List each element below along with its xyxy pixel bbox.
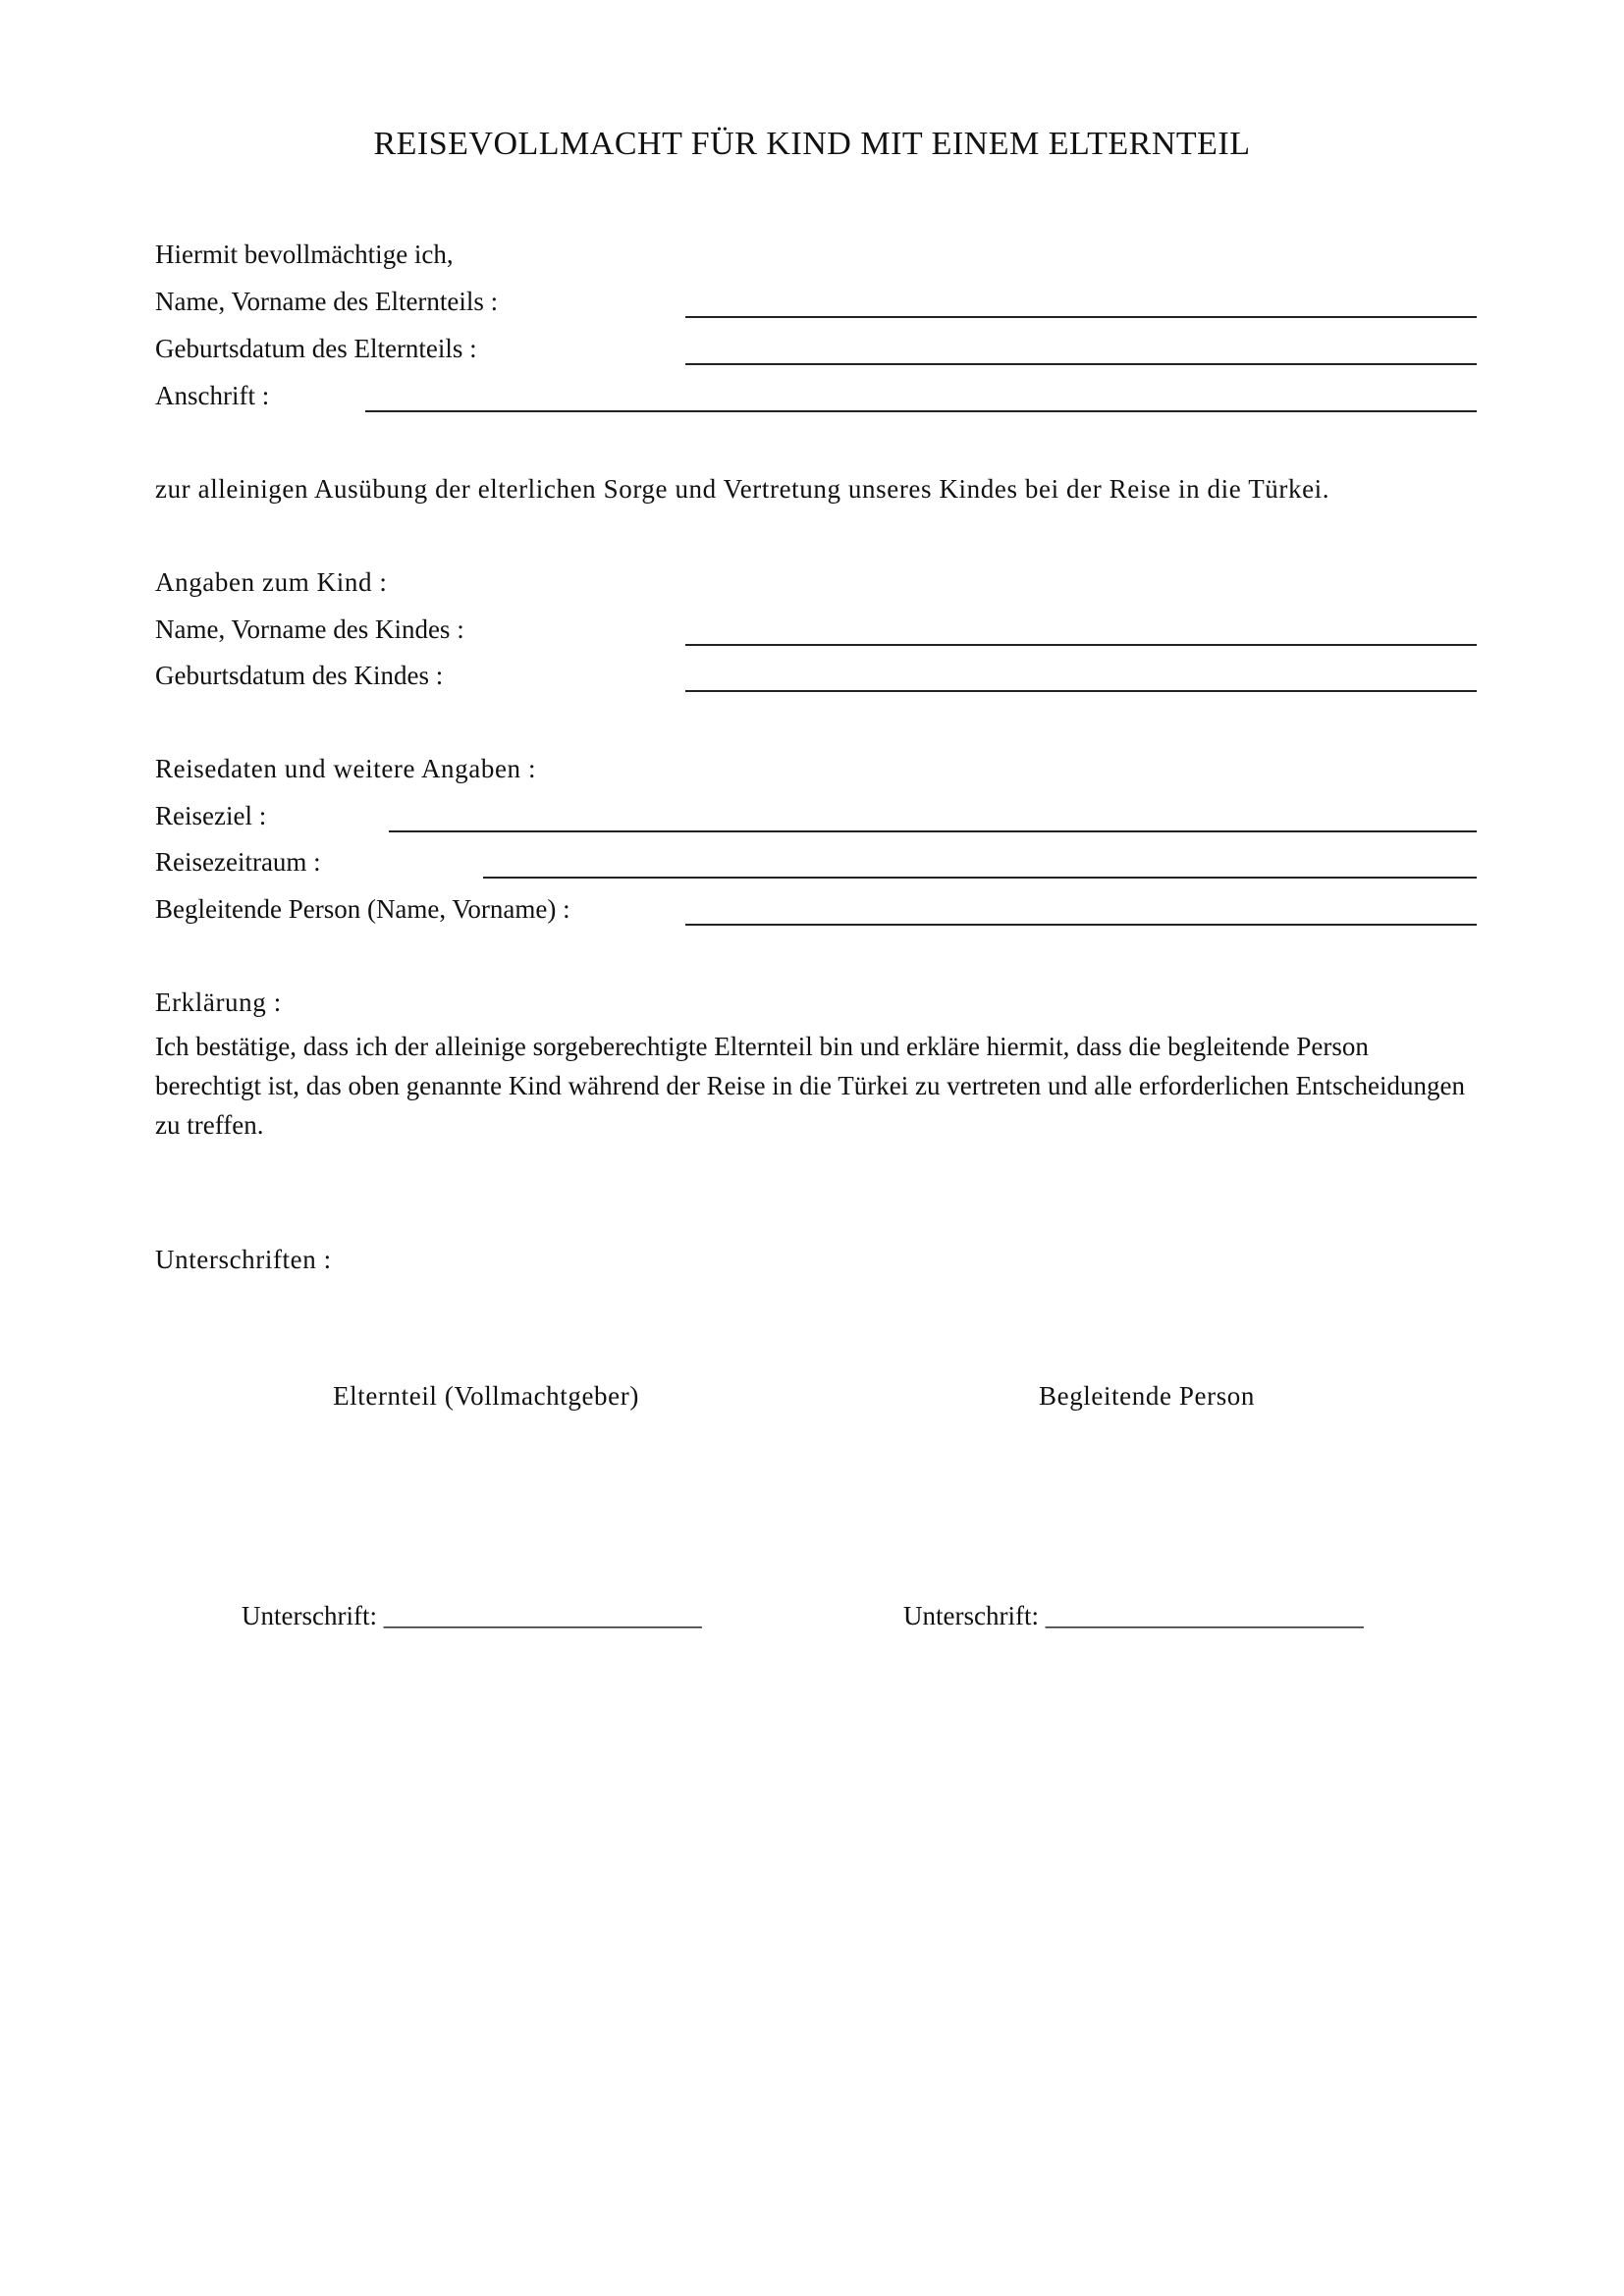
child-birthdate-label: Geburtsdatum des Kindes :	[155, 661, 444, 690]
travel-period-label: Reisezeitraum :	[155, 847, 321, 877]
child-name-field[interactable]	[685, 644, 1477, 646]
parent-signature-label: Elternteil (Vollmachtgeber)	[333, 1381, 639, 1411]
purpose-text: zur alleinigen Ausübung der elterlichen Sorge und Vertretung unseres Kindes bei der Reise in die Türkei.	[155, 474, 1330, 504]
companion-label: Begleitende Person (Name, Vorname) :	[155, 894, 570, 924]
travel-period-field[interactable]	[483, 877, 1477, 879]
parent-address-field[interactable]	[365, 410, 1477, 412]
parent-birthdate-label: Geburtsdatum des Elternteils :	[155, 334, 477, 363]
declaration-text: Ich bestätige, dass ich der alleinige sorgeberechtigte Elternteil bin und erkläre hiermit, dass die begleitende Person berechtigt ist, das oben genannte Kind während der Reise in die Türkei zu vertreten und alle erforderlichen Entscheidungen zu treffen.	[155, 1032, 1466, 1140]
child-name-label: Name, Vorname des Kindes :	[155, 614, 464, 644]
parent-name-field[interactable]	[685, 316, 1477, 318]
companion-signature-line[interactable]: Unterschrift: ________________________	[903, 1601, 1364, 1630]
companion-field[interactable]	[685, 924, 1477, 926]
declaration-heading: Erklärung :	[155, 988, 282, 1017]
destination-field[interactable]	[389, 830, 1477, 832]
child-section-heading: Angaben zum Kind :	[155, 567, 388, 597]
intro-text: Hiermit bevollmächtige ich,	[155, 240, 454, 269]
destination-label: Reiseziel :	[155, 801, 267, 830]
parent-signature-line[interactable]: Unterschrift: ________________________	[242, 1601, 702, 1630]
child-birthdate-field[interactable]	[685, 690, 1477, 692]
companion-signature-label: Begleitende Person	[1039, 1381, 1255, 1411]
travel-section-heading: Reisedaten und weitere Angaben :	[155, 754, 537, 783]
document-title: REISEVOLLMACHT FÜR KIND MIT EINEM ELTERNTEIL	[373, 126, 1251, 162]
parent-birthdate-field[interactable]	[685, 363, 1477, 365]
parent-address-label: Anschrift :	[155, 381, 270, 410]
signatures-heading: Unterschriften :	[155, 1245, 332, 1274]
parent-name-label: Name, Vorname des Elternteils :	[155, 287, 499, 316]
